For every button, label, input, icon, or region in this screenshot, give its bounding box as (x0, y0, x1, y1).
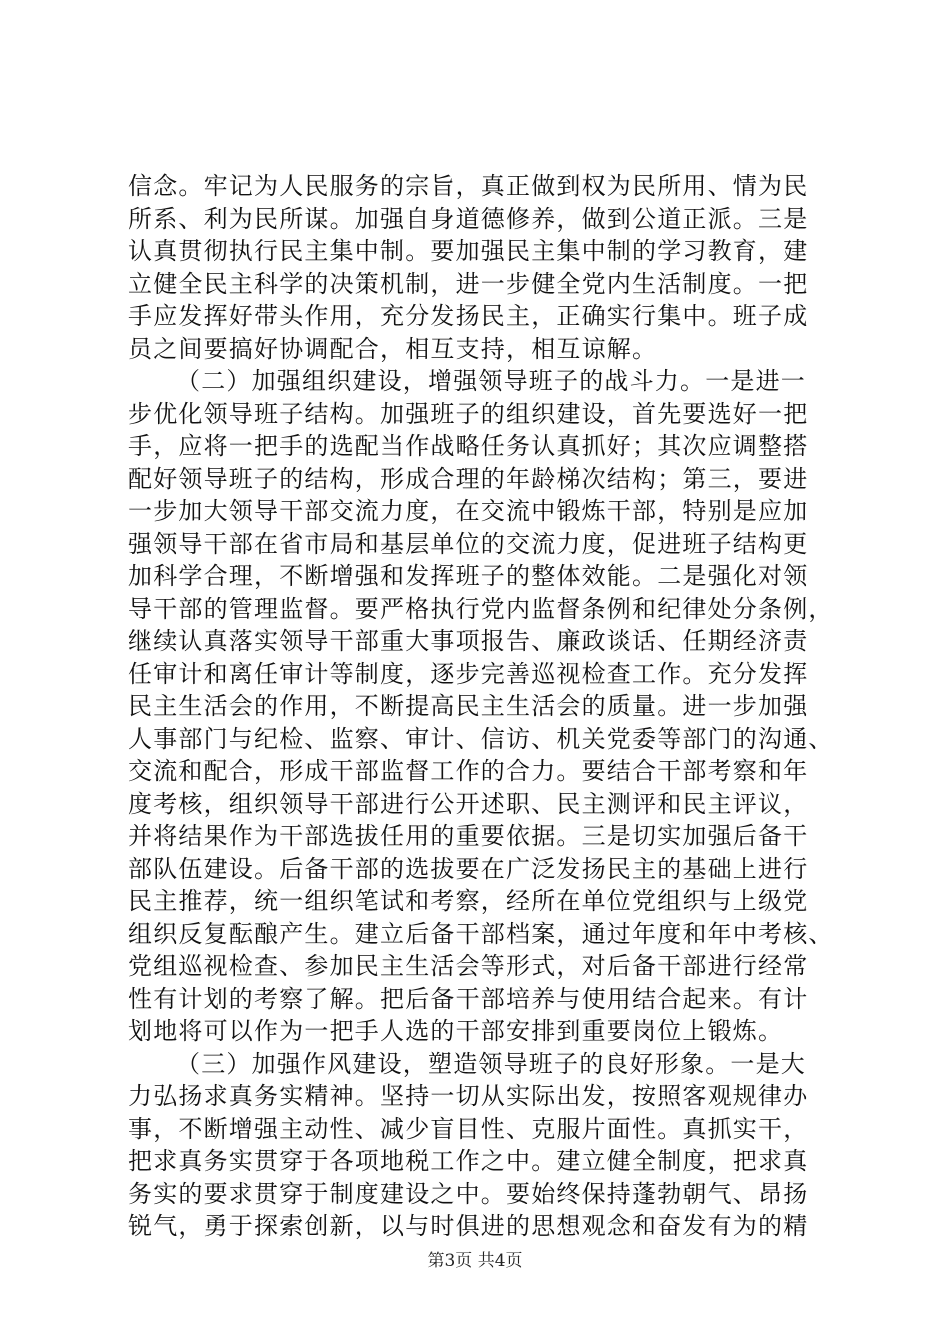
text-line: 步优化领导班子结构。加强班子的组织建设，首先要选好一把 (128, 399, 809, 428)
text-line: 民主推荐，统一组织笔试和考察，经所在单位党组织与上级党 (128, 887, 809, 915)
text-line: 力弘扬求真务实精神。坚持一切从实际出发，按照客观规律办 (128, 1082, 809, 1110)
text-line: 人事部门与纪检、监察、审计、信访、机关党委等部门的沟通、 (128, 724, 834, 753)
text-line: 组织反复酝酿产生。建立后备干部档案，通过年度和年中考核、 (128, 919, 834, 948)
text-line: 配好领导班子的结构，形成合理的年龄梯次结构；第三，要进 (128, 464, 809, 493)
text-line: 加科学合理，不断增强和发挥班子的整体效能。二是强化对领 (128, 562, 809, 590)
page-number-footer: 第3页 共4页 (427, 1251, 523, 1271)
section-heading-line: （二）加强组织建设，增强领导班子的战斗力。一是进一 (176, 367, 806, 395)
text-line: 部队伍建设。后备干部的选拔要在广泛发扬民主的基础上进行 (128, 854, 809, 883)
text-line: 交流和配合，形成干部监督工作的合力。要结合干部考察和年 (128, 757, 809, 785)
text-line: 任审计和离任审计等制度，逐步完善巡视检查工作。充分发挥 (128, 659, 809, 688)
text-line: 民主生活会的作用，不断提高民主生活会的质量。进一步加强 (128, 692, 809, 720)
text-line: 手，应将一把手的选配当作战略任务认真抓好；其次应调整搭 (128, 432, 809, 460)
text-line: 一步加大领导干部交流力度，在交流中锻炼干部，特别是应加 (128, 497, 809, 525)
text-line: 事，不断增强主动性、减少盲目性、克服片面性。真抓实干， (128, 1114, 809, 1143)
text-line: 务实的要求贯穿于制度建设之中。要始终保持蓬勃朝气、昂扬 (128, 1179, 809, 1208)
text-line: 信念。牢记为人民服务的宗旨，真正做到权为民所用、情为民 (128, 172, 809, 200)
text-line: 继续认真落实领导干部重大事项报告、廉政谈话、任期经济责 (128, 627, 809, 655)
section-heading-line: （三）加强作风建设，塑造领导班子的良好形象。一是大 (176, 1049, 806, 1078)
text-line: 员之间要搞好协调配合，相互支持，相互谅解。 (128, 334, 658, 363)
text-line: 强领导干部在省市局和基层单位的交流力度，促进班子结构更 (128, 529, 809, 558)
text-line: 划地将可以作为一把手人选的干部安排到重要岗位上锻炼。 (128, 1017, 784, 1045)
text-line: 度考核，组织领导干部进行公开述职、民主测评和民主评议， (128, 789, 809, 818)
text-line: 党组巡视检查、参加民主生活会等形式，对后备干部进行经常 (128, 952, 809, 980)
text-line: 认真贯彻执行民主集中制。要加强民主集中制的学习教育，建 (128, 237, 809, 265)
text-line: 性有计划的考察了解。把后备干部培养与使用结合起来。有计 (128, 984, 809, 1013)
text-line: 导干部的管理监督。要严格执行党内监督条例和纪律处分条例， (128, 594, 834, 623)
body-text (128, 170, 832, 1243)
text-line: 所系、利为民所谋。加强自身道德修养，做到公道正派。三是 (128, 204, 809, 233)
text-line: 立健全民主科学的决策机制，进一步健全党内生活制度。一把 (128, 269, 809, 298)
text-line: 手应发挥好带头作用，充分发扬民主，正确实行集中。班子成 (128, 302, 809, 330)
text-line: 并将结果作为干部选拔任用的重要依据。三是切实加强后备干 (128, 822, 809, 850)
text-line: 把求真务实贯穿于各项地税工作之中。建立健全制度，把求真 (128, 1147, 809, 1175)
text-line: 锐气，勇于探索创新，以与时俱进的思想观念和奋发有为的精 (128, 1212, 809, 1240)
